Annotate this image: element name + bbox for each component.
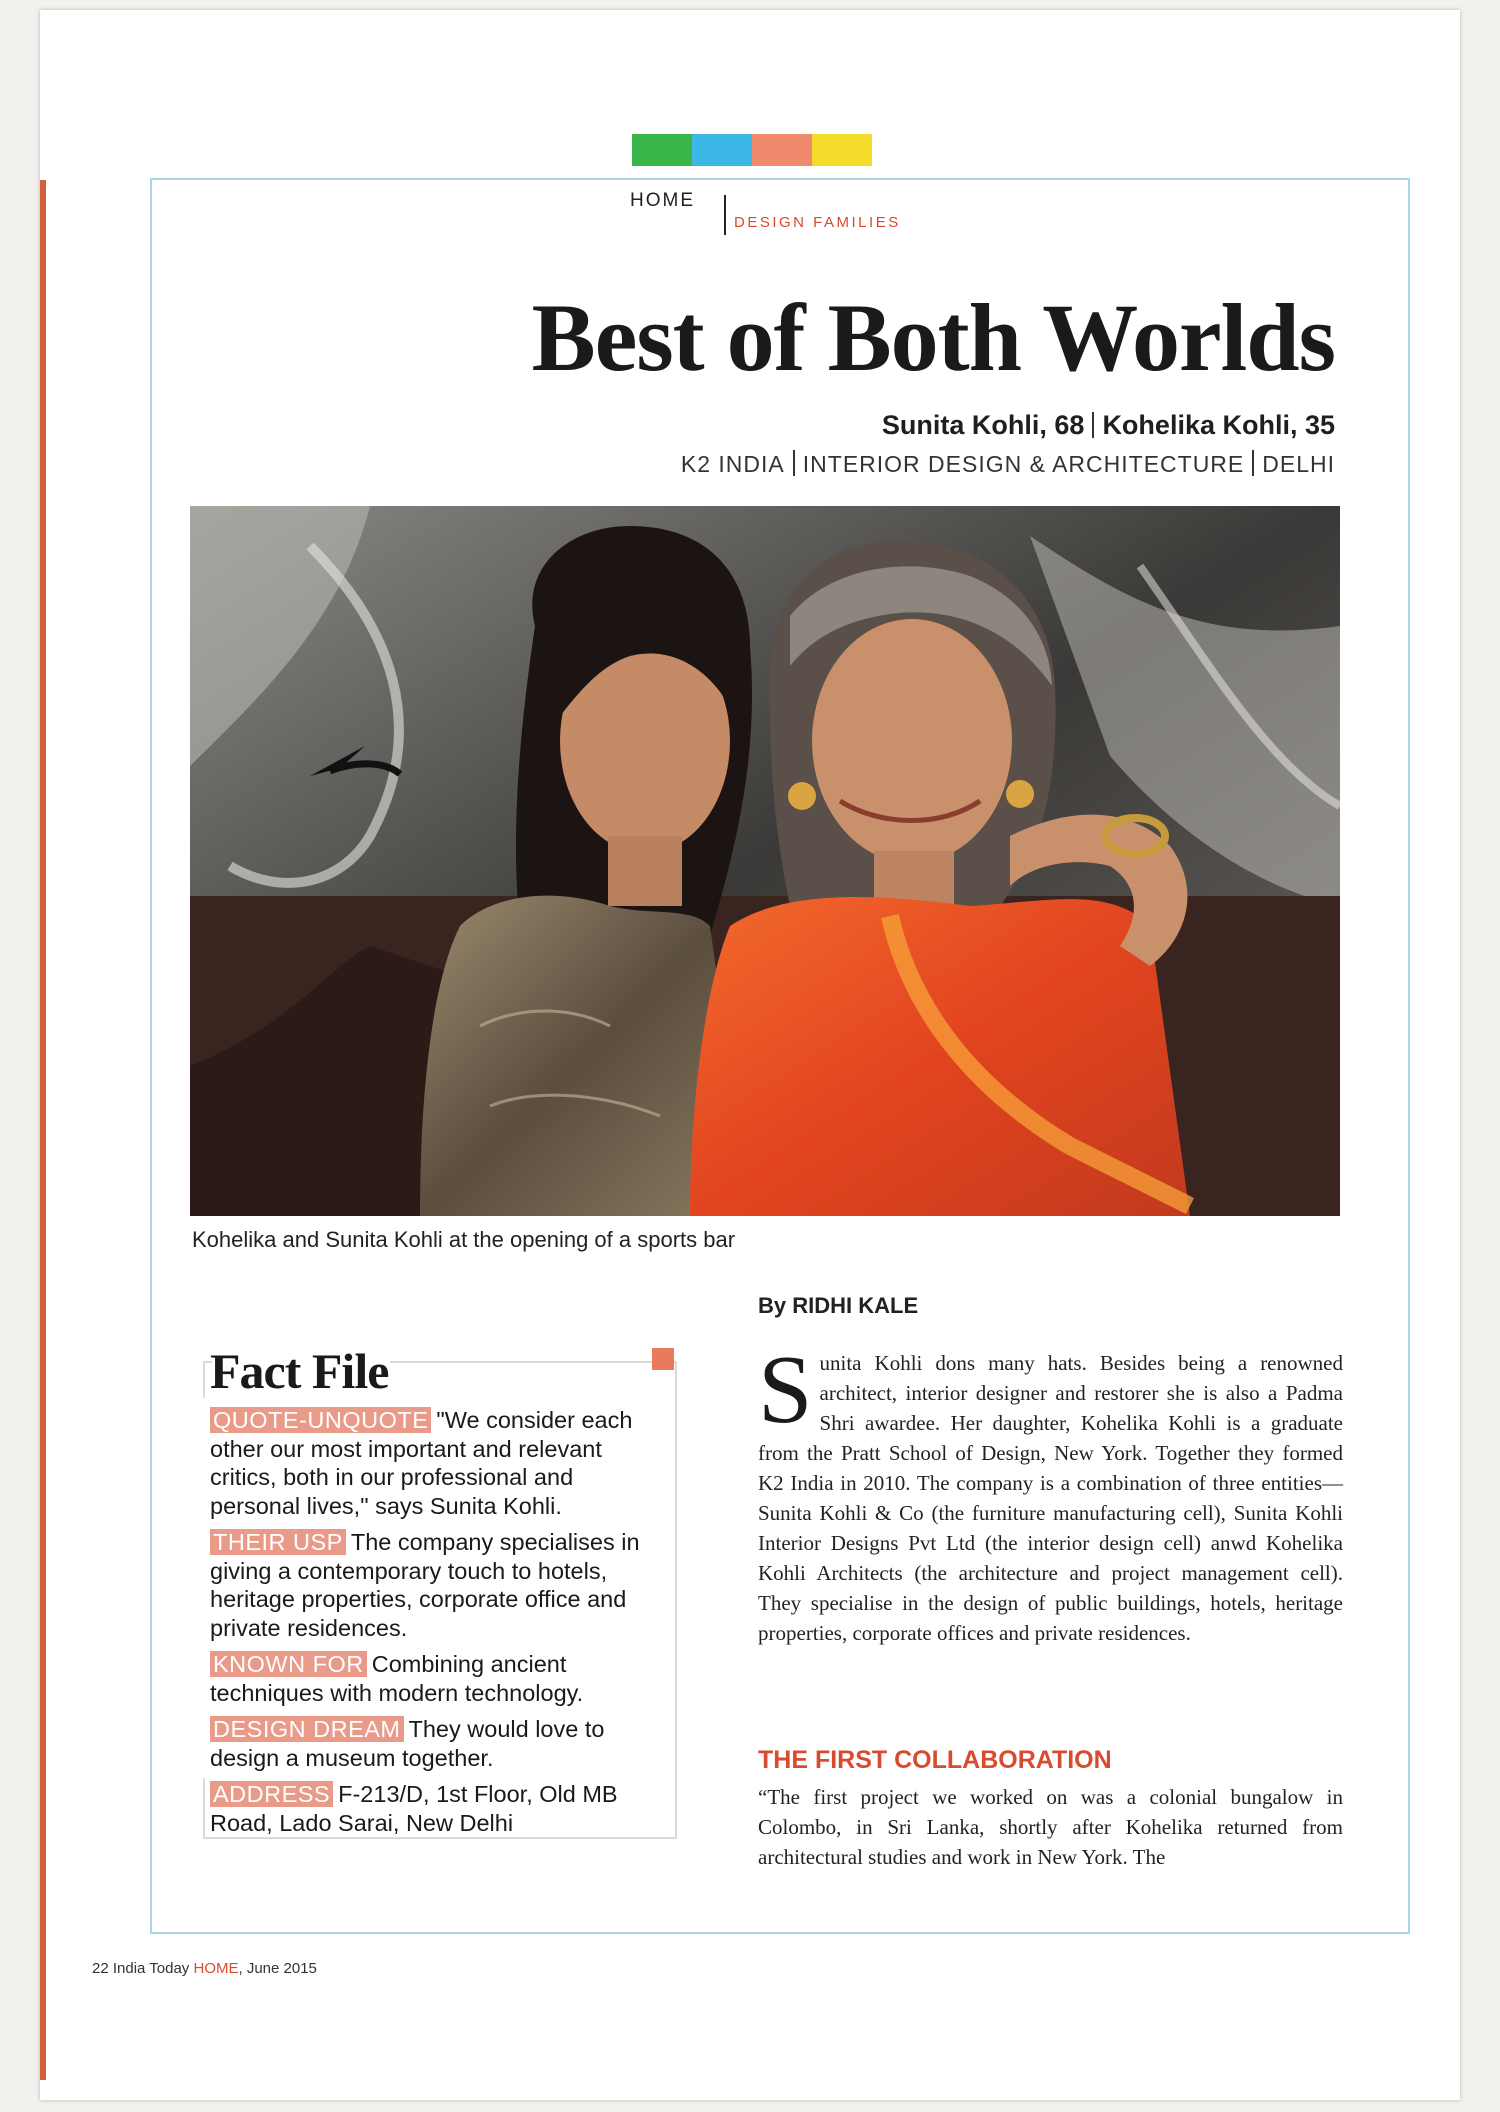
fact-tag: QUOTE-UNQUOTE: [210, 1407, 431, 1433]
article-title: Best of Both Worlds: [531, 284, 1335, 391]
color-block-yellow: [812, 134, 872, 166]
section-subhead: THE FIRST COLLABORATION: [758, 1746, 1112, 1774]
page-edge-accent: [40, 180, 46, 2080]
fact-file-body: [210, 1406, 650, 1845]
issue-date: , June 2015: [238, 1960, 317, 1977]
section-divider: [724, 195, 726, 235]
firm-company: K2 INDIA: [680, 451, 785, 477]
article-continuation: “The first project we worked on was a colonial bungalow in Colombo, in Sri Lanka, shortly after Kohelika returned from architectural studies and work in New York. The: [758, 1785, 1343, 1869]
fact-item-known-for: [210, 1650, 650, 1707]
fact-tag: KNOWN FOR: [210, 1651, 367, 1677]
byline: By RIDHI KALE: [758, 1293, 919, 1318]
section-home: HOME: [630, 190, 695, 211]
fact-tag: ADDRESS: [210, 1781, 333, 1807]
color-block-blue: [692, 134, 752, 166]
fact-text: F-213/D, 1st Floor, Old MB Road, Lado Sarai, New Delhi: [210, 1781, 618, 1836]
fact-item-address: [210, 1780, 650, 1837]
firm-divider: [1252, 450, 1254, 476]
fact-item-quote: [210, 1406, 650, 1520]
firm-city: DELHI: [1262, 451, 1335, 477]
firm-divider: [793, 450, 795, 476]
fact-file-box: [190, 1338, 688, 1858]
fact-item-usp: [210, 1528, 650, 1642]
names-divider: [1092, 412, 1094, 438]
fact-tag: DESIGN DREAM: [210, 1716, 404, 1742]
name-kohelika: Kohelika Kohli, 35: [1102, 410, 1335, 440]
firm-field: INTERIOR DESIGN & ARCHITECTURE: [802, 451, 1245, 477]
fact-file-corner-square: [652, 1348, 674, 1370]
section-subtitle: DESIGN FAMILIES: [734, 214, 901, 231]
photo-caption: Kohelika and Sunita Kohli at the opening of a sports bar: [192, 1227, 736, 1252]
fact-file-title: Fact File: [210, 1343, 389, 1399]
fact-item-design-dream: [210, 1715, 650, 1772]
firm-line: [500, 450, 1335, 478]
drop-cap: S: [758, 1336, 813, 1444]
section-color-bar: [632, 134, 872, 166]
color-block-green: [632, 134, 692, 166]
fact-text: They would love to design a museum together.: [210, 1716, 605, 1771]
fact-text: Combining ancient techniques with modern technology.: [210, 1651, 584, 1706]
magazine-name: India Today: [112, 1960, 190, 1977]
intro-text: unita Kohli dons many hats. Besides being a renowned architect, interior designer and restorer she is also a Padma Shri awardee. Her daughter, Kohelika Kohli is a graduate from the Pratt School of Design, New York. Together they formed K2 India in 2010. The company is a combination of three entities—Sunita Kohli & Co (the furniture manufacturing cell), Sunita Kohli Interior Designs Pvt Ltd (the interior design cell) anwd Kohelika Kohli Architects (the architecture and project management cell). They specialise in the design of public buildings, hotels, heritage properties, corporate offices and private residences.: [758, 1351, 1343, 1645]
name-sunita: Sunita Kohli, 68: [881, 410, 1085, 440]
article-intro: [758, 1336, 1343, 1648]
fact-text: "We consider each other our most important and relevant critics, both in our professional and personal lives," says Sunita Kohli.: [210, 1407, 633, 1519]
portrait-photo: [190, 506, 1340, 1216]
article-names: [560, 410, 1335, 441]
page-footer: [92, 1960, 317, 1977]
fact-tag: THEIR USP: [210, 1529, 346, 1555]
color-block-orange: [752, 134, 812, 166]
magazine-brand: HOME: [193, 1960, 239, 1977]
fact-text: The company specialises in giving a contemporary touch to hotels, heritage properties, corporate office and private residences.: [210, 1529, 640, 1641]
page-number: 22: [92, 1960, 109, 1977]
